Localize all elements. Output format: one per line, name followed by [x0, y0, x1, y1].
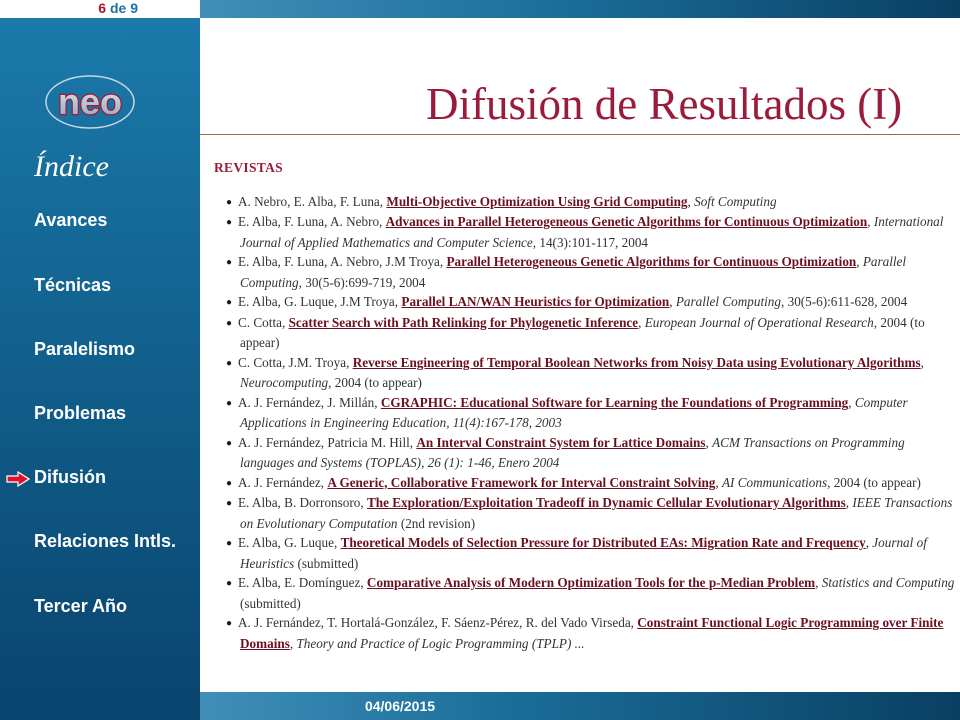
separator: , [705, 434, 713, 450]
reference-details: , 30(5-6):699-719, 2004 [298, 274, 426, 290]
reference-venue: AI Communications [721, 474, 828, 490]
reference-list [214, 192, 958, 654]
reference-item [214, 313, 958, 353]
current-slide-number: 6 [98, 0, 107, 16]
reference-authors: E. Alba, G. Luque, J.M Troya, [238, 294, 402, 309]
reference-title-link[interactable]: Reverse Engineering of Temporal Boolean Networks from Noisy Data using Evolutionary Algorithms [352, 354, 921, 370]
separator: , [669, 294, 676, 309]
title-divider [200, 134, 960, 135]
reference-item [214, 613, 958, 653]
reference-item [214, 573, 958, 613]
slide-counter [0, 0, 200, 18]
reference-authors: E. Alba, B. Dorronsoro, [238, 495, 367, 510]
separator: , [687, 193, 695, 209]
reference-venue: International Journal of Applied Mathematics and Computer Science [240, 214, 944, 250]
sidebar [0, 18, 200, 692]
bullet-icon: ● [226, 477, 233, 489]
reference-title-link[interactable]: Advances in Parallel Heterogeneous Genetic Algorithms for Continuous Optimization [385, 214, 868, 229]
reference-venue: IEEE Transactions on Evolutionary Computation [240, 495, 953, 531]
nav-item-relaciones[interactable]: Relaciones Intls. [34, 531, 177, 551]
section-label: REVISTAS [214, 160, 283, 175]
reference-title-link[interactable]: A Generic, Collaborative Framework for Interval Constraint Solving [327, 474, 716, 490]
reference-details: , 2004 (to appear) [240, 314, 925, 350]
nav-item-problemas[interactable]: Problemas [34, 403, 127, 423]
separator: , [920, 354, 924, 370]
footer-bar [200, 692, 960, 720]
nav-item-difusion[interactable]: Difusión [34, 467, 106, 487]
bullet-icon: ● [226, 618, 233, 629]
reference-venue: European Journal of Operational Research [644, 314, 874, 330]
bullet-icon: ● [226, 217, 233, 228]
separator: , [638, 314, 645, 330]
reference-authors: A. J. Fernández, Patricia M. Hill, [238, 434, 417, 450]
bullet-icon: ● [226, 257, 233, 268]
bullet-icon: ● [226, 578, 233, 589]
separator: , [845, 495, 853, 510]
reference-item [214, 473, 958, 494]
reference-item [214, 533, 958, 573]
reference-authors: E. Alba, G. Luque, [238, 535, 341, 550]
reference-details: (2nd revision) [397, 515, 476, 531]
nav-item-avances[interactable]: Avances [34, 210, 108, 230]
reference-title-link[interactable]: Parallel Heterogeneous Genetic Algorithms for Continuous Optimization [446, 254, 857, 269]
reference-details: , 14(3):101-117, 2004 [532, 234, 649, 250]
reference-authors: A. Nebro, E. Alba, F. Luna, [238, 193, 387, 209]
separator: , [815, 575, 822, 590]
separator: , [715, 474, 722, 490]
reference-details: , 2004 (to appear) [827, 474, 921, 490]
bullet-icon: ● [226, 357, 233, 369]
reference-authors: A. J. Fernández, J. Millán, [238, 394, 381, 410]
bullet-icon: ● [226, 297, 233, 308]
reference-item [214, 493, 958, 533]
separator: , [865, 535, 873, 550]
reference-title-link[interactable]: Comparative Analysis of Modern Optimization Tools for the p-Median Problem [366, 575, 816, 590]
nav-item-tecnicas[interactable]: Técnicas [34, 275, 112, 295]
reference-title-link[interactable]: Parallel LAN/WAN Heuristics for Optimization [401, 294, 670, 309]
reference-venue: Journal of Heuristics [240, 535, 927, 571]
reference-venue: Theory and Practice of Logic Programming (TPLP) ... [296, 635, 585, 651]
reference-item [214, 393, 958, 433]
reference-title-link[interactable]: Constraint Functional Logic Programming over Finite Domains [240, 615, 944, 651]
bullet-icon: ● [226, 397, 233, 409]
bullet-icon: ● [226, 538, 233, 549]
reference-item [214, 252, 958, 292]
reference-authors: A. J. Fernández, [238, 474, 328, 490]
footer-date: 04/06/2015 [364, 698, 436, 714]
reference-authors: E. Alba, F. Luna, A. Nebro, [238, 214, 386, 229]
neo-logo [44, 64, 136, 134]
reference-title-link[interactable]: An Interval Constraint System for Lattice Domains [416, 434, 706, 450]
reference-authors: E. Alba, E. Domínguez, [238, 575, 367, 590]
separator: , [856, 254, 863, 269]
bullet-icon: ● [226, 498, 233, 509]
reference-details: (submitted) [294, 555, 359, 571]
reference-venue: Soft Computing [694, 193, 777, 209]
nav-item-paralelismo[interactable]: Paralelismo [34, 339, 136, 359]
reference-item [214, 212, 958, 252]
reference-venue: Parallel Computing [675, 294, 781, 309]
separator: , [867, 214, 874, 229]
reference-title-link[interactable]: Scatter Search with Path Relinking for Phylogenetic Inference [288, 314, 639, 330]
reference-item [214, 433, 958, 473]
index-title: Índice [34, 150, 109, 183]
reference-venue: Neurocomputing [240, 375, 329, 390]
total-slides-number: 9 [130, 0, 138, 16]
of-label: de [109, 0, 127, 16]
reference-item [214, 192, 958, 213]
reference-item [214, 353, 958, 393]
reference-title-link[interactable]: Multi-Objective Optimization Using Grid Computing [386, 193, 688, 209]
reference-details: , 2004 (to appear) [328, 375, 422, 390]
reference-title-link[interactable]: Theoretical Models of Selection Pressure for Distributed EAs: Migration Rate and Frequency [340, 535, 866, 550]
reference-venue: ACM Transactions on Programming languages and Systems (TOPLAS), 26 (1): 1-46, Enero 2004 [240, 434, 905, 470]
content-area [214, 158, 958, 653]
reference-details: , 30(5-6):611-628, 2004 [781, 294, 908, 309]
reference-title-link[interactable]: The Exploration/Exploitation Tradeoff in Dynamic Cellular Evolutionary Algorithms [366, 495, 846, 510]
reference-authors: C. Cotta, J.M. Troya, [238, 354, 353, 370]
slide-title: Difusión de Resultados (I) [426, 79, 903, 129]
reference-details: (submitted) [240, 595, 301, 611]
reference-venue: Parallel Computing [240, 254, 907, 290]
logo-text: neo [57, 81, 123, 122]
reference-venue: Computer Applications in Engineering Education, 11(4):167-178, 2003 [240, 394, 908, 430]
reference-item [214, 292, 958, 313]
reference-title-link[interactable]: CGRAPHIC: Educational Software for Learning the Foundations of Programming [380, 394, 849, 410]
separator: , [848, 394, 855, 410]
active-arrow-icon [6, 471, 30, 487]
nav-item-tercer-ano[interactable]: Tercer Año [34, 596, 128, 616]
bullet-icon: ● [226, 437, 233, 449]
bottom-left-strip [0, 692, 200, 720]
bullet-icon: ● [226, 317, 233, 329]
reference-authors: E. Alba, F. Luna, A. Nebro, J.M Troya, [238, 254, 447, 269]
bullet-icon: ● [226, 196, 233, 208]
reference-authors: A. J. Fernández, T. Hortalá-González, F. Sáenz-Pérez, R. del Vado Virseda, [238, 615, 638, 630]
reference-venue: Statistics and Computing [821, 575, 955, 590]
reference-authors: C. Cotta, [238, 314, 289, 330]
separator: , [289, 635, 297, 651]
